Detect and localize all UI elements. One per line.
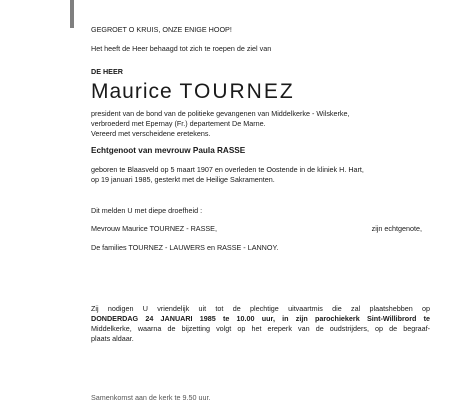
bio-line: Vereerd met verscheidene eretekens. <box>91 129 211 138</box>
last-name: TOURNEZ <box>179 80 295 103</box>
mourner-relation: zijn echtgenote, <box>371 224 422 233</box>
bio-line: verbroederd met Epernay (Fr.) departement De Marne. <box>91 119 266 128</box>
deceased-name <box>91 80 295 104</box>
birth-death-line: geboren te Blaasveld op 5 maart 1907 en overleden te Oostende in de kliniek H. Hart, <box>91 165 364 174</box>
bio-line: president van de bond van de politieke gevangenen van Middelkerke - Wilskerke, <box>91 109 350 118</box>
funeral-line: Middelkerke, waarna de bijzetting volgt op het ereperk van de oudstrijders, op de begraaf- <box>91 324 430 333</box>
birth-death-line: op 19 januari 1985, gesterkt met de Heilige Sakramenten. <box>91 175 275 184</box>
honorific: DE HEER <box>91 67 123 76</box>
first-name: Maurice <box>91 80 173 103</box>
funeral-line: DONDERDAG 24 JANUARI 1985 te 10.00 uur, in zijn parochiekerk Sint-Willibrord te <box>91 314 430 323</box>
announcement: Dit melden U met diepe droefheid : <box>91 206 203 215</box>
footer-partial-line: Samenkomst aan de kerk te 9.50 uur. <box>91 393 211 400</box>
mourner-families: De families TOURNEZ - LAUWERS en RASSE - LANNOY. <box>91 243 279 252</box>
funeral-line: plaats aldaar. <box>91 334 134 343</box>
funeral-line: Zij nodigen U vriendelijk uit tot de plechtige uitvaartmis die zal plaatshebben op <box>91 304 430 313</box>
spouse-line: Echtgenoot van mevrouw Paula RASSE <box>91 146 246 155</box>
intro-line: Het heeft de Heer behaagd tot zich te roepen de ziel van <box>91 44 272 53</box>
mourner-name: Mevrouw Maurice TOURNEZ - RASSE, <box>91 224 217 233</box>
decorative-bar <box>70 0 74 28</box>
salutation: GEGROET O KRUIS, ONZE ENIGE HOOP! <box>91 25 232 34</box>
